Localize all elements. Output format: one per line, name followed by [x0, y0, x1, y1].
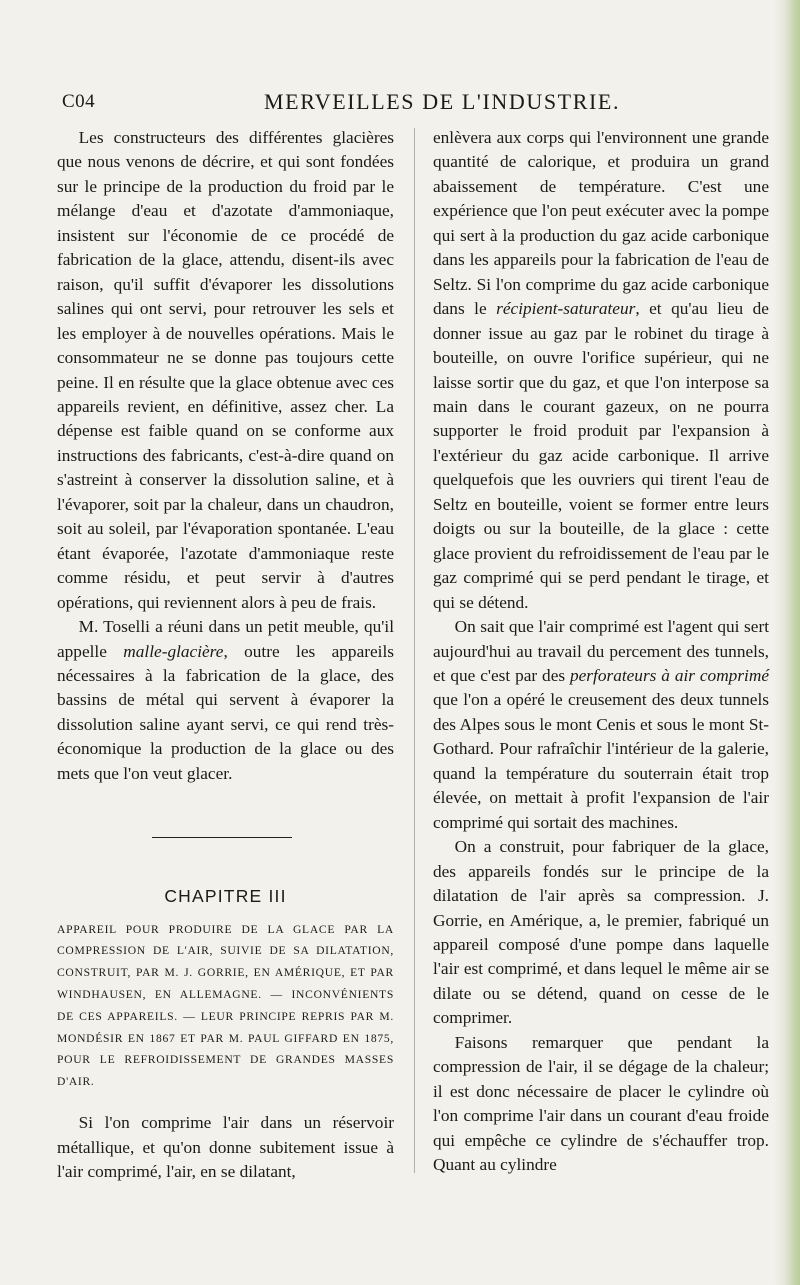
- italic-term: malle-glacière: [123, 641, 224, 661]
- italic-term: perforateurs à air comprimé: [569, 665, 769, 685]
- paragraph: On a construit, pour fabriquer de la glace, des appareils fondés sur le principe de la dilatation de l'air après sa compression. J. Gorrie, en Amérique, a, le premier, fabriqué un appareil composé d'une pompe dans laquelle l'air est comprimé, et dans lequel le même air se dilate ou se détend, quand on cesse de le comprimer.: [433, 837, 769, 1028]
- page-edge-shadow: [774, 0, 800, 1285]
- text-run: que l'on a opéré le creusement des deux tunnels des Alpes sous le mont Cenis et sous le mont St-Gothard. Pour rafraîchir l'intérieur de la galerie, quand la température du souterrain était trop élevée, on mettait à profit l'expansion de l'air comprimé qui sortait des machines.: [433, 690, 769, 832]
- left-column: [57, 126, 394, 1184]
- section-separator: [57, 786, 394, 864]
- column-divider: [414, 128, 415, 1173]
- text-run: On sait que l'air comprimé est l'agent qui sert aujourd'hui au travail du percement des tunnels, et que c'est par des: [433, 617, 769, 685]
- text-run: M. Toselli a réuni dans un petit meuble, qu'il appelle: [57, 617, 394, 661]
- paragraph: [433, 126, 769, 615]
- right-column: [433, 126, 769, 1177]
- paragraph: [57, 615, 394, 786]
- paragraph: Les constructeurs des différentes glacières que nous venons de décrire, et qui sont fondées sur le principe de la production du froid par le mélange d'eau et d'azotate d'ammoniaque, insistent sur l'économie de ce procédé de fabrication de la glace, attendu, disent-ils avec raison, qu'il suffit d'évaporer les dissolutions salines qui ont servi, pour retrouver les sels et les employer à de nouvelles opérations. Mais le consommateur ne se donne pas toujours cette peine. Il en résulte que la glace obtenue avec ces appareils revient, en définitive, assez cher. La dépense est faible quand on se conforme aux instructions des fabricants, c'est-à-dire quand on s'astreint à conserver la dissolution saline, et à l'évaporer, soit par la chaleur, dans un chaudron, soit au soleil, par l'évaporation spontanée. L'eau étant évaporée, l'azotate d'ammoniaque reste comme résidu, et peut servir à d'autres opérations, qui reviennent alors à peu de frais.: [57, 128, 394, 612]
- italic-term: récipient-saturateur: [496, 299, 636, 319]
- text-run: enlèvera aux corps qui l'environnent une grande quantité de calorique, et produira un grand abaissement de température. C'est une expérience que l'on peut exécuter avec la pompe qui sert à la production du gaz acide carbonique dans les appareils pour la fabrication de l'eau de Seltz. Si l'on comprime du gaz acide carbonique dans le: [433, 128, 769, 319]
- chapter-summary: APPAREIL POUR PRODUIRE DE LA GLACE PAR LA COMPRESSION DE L'AIR, SUIVIE DE SA DILATATION, CONSTRUIT, PAR M. J. GORRIE, EN AMÉRIQUE, ET PAR WINDHAUSEN, EN ALLEMAGNE. — INCONVÉNIENTS DE CES APPAREILS. — LEUR PRINCIPE REPRIS PAR M. MONDÉSIR EN 1867 ET PAR M. PAUL GIFFARD EN 1875, POUR LE REFROIDISSEMENT DE GRANDES MASSES D'AIR.: [57, 922, 394, 1089]
- paragraph: Faisons remarquer que pendant la compression de l'air, il se dégage de la chaleur; il est donc nécessaire de placer le cylindre où l'on comprime l'air dans un courant d'eau froide qui empêche ce cylindre de s'échauffer trop. Quant au cylindre: [433, 1032, 769, 1175]
- paragraph: [433, 615, 769, 835]
- paragraph: Si l'on comprime l'air dans un réservoir métallique, et qu'on donne subitement issue à l'air comprimé, l'air, en se dilatant,: [57, 1113, 394, 1181]
- running-title: MERVEILLES DE L'INDUSTRIE.: [264, 89, 621, 114]
- text-run: , outre les appareils nécessaires à la fabrication de la glace, des bassins de métal qui servent à évaporer la dissolution saline ayant servi, ce qui rend très-économique la production de la glace ou des mets que l'on veut glacer.: [57, 641, 394, 783]
- page-number: C04: [62, 91, 96, 112]
- chapter-title: CHAPITRE III: [164, 886, 287, 907]
- text-run: , et qu'au lieu de donner issue au gaz par le robinet du tirage à bouteille, on ouvre l'orifice supérieur, qui ne laisse sortir que du gaz, et que l'on interpose sa main dans le courant gazeux, on ne pourra supporter le froid produit par l'expansion à l'extérieur du gaz acide carbonique. Il arrive quelquefois que les ouvriers qui tirent l'eau de Seltz en bouteille, voient se former entre leurs doigts ou sur la bouteille, de la glace : cette glace provient du refroidissement de l'eau par le gaz comprimé qui se perd pendant le tirage, et qui se détend.: [433, 299, 769, 612]
